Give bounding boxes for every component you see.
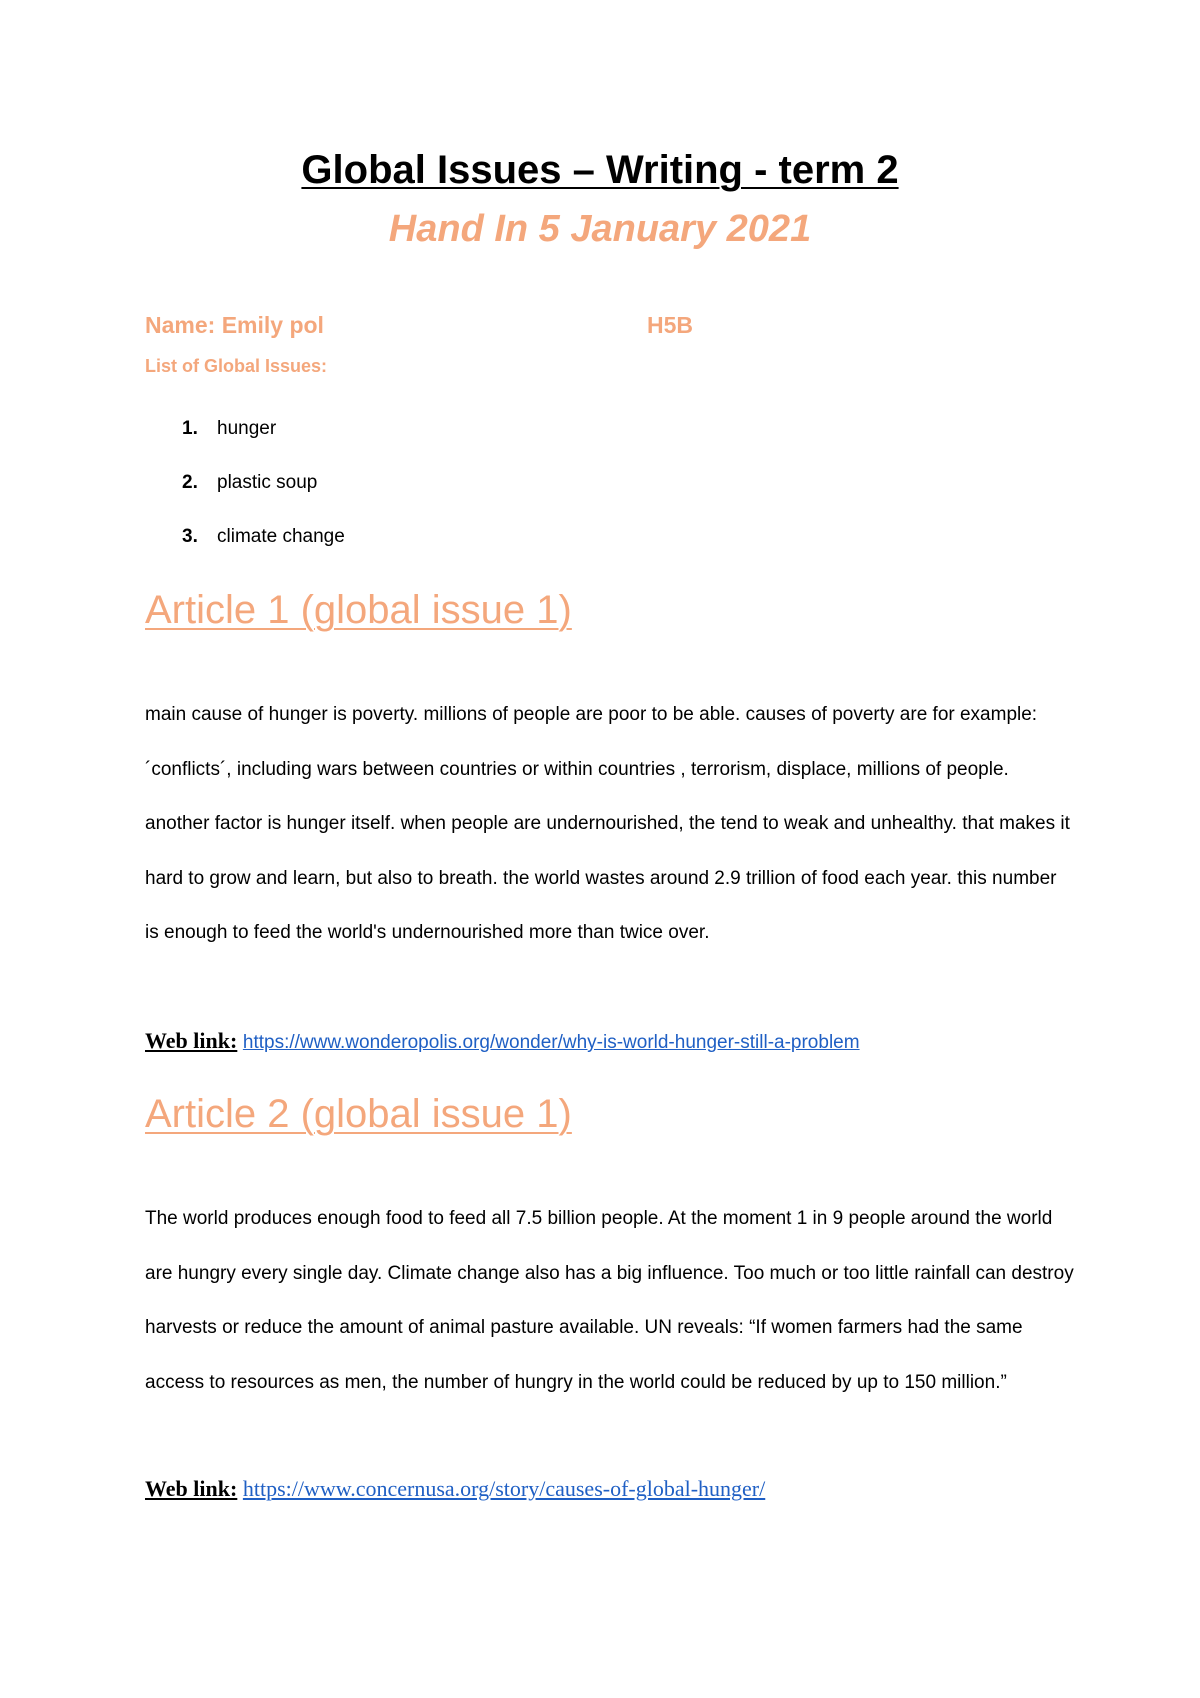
list-item <box>145 472 345 526</box>
list-item-number: 3. <box>182 526 198 547</box>
article-2-link[interactable]: https://www.concernusa.org/story/causes-of-global-hunger/ <box>242 1476 766 1501</box>
list-item <box>145 418 345 472</box>
article-2-heading: Article 2 (global issue 1) <box>145 1092 572 1136</box>
article-2-body: The world produces enough food to feed all 7.5 billion people. At the moment 1 in 9 people around the world are hungry every single day. Climate change also has a big influence. Too much or too little rainfall can destroy harvests or reduce the amount of animal pasture available. UN reveals: “If women farmers had the same access to resources as men, the number of hungry in the world could be reduced by up to 150 million.” <box>145 1208 1074 1393</box>
article-1-weblink <box>145 1028 860 1054</box>
article-2-weblink <box>145 1476 765 1502</box>
list-item-number: 1. <box>182 418 198 439</box>
issue-list <box>145 418 345 580</box>
list-item <box>145 526 345 580</box>
hand-in-date: Hand In 5 January 2021 <box>388 208 812 250</box>
class-code: H5B <box>647 312 694 338</box>
issue-list-heading: List of Global Issues: <box>145 356 328 376</box>
weblink-label: Web link: <box>145 1028 238 1053</box>
list-item-number: 2. <box>182 472 198 493</box>
list-item-label: plastic soup <box>217 472 318 493</box>
list-item-label: hunger <box>217 418 277 439</box>
article-1-body: main cause of hunger is poverty. millions of people are poor to be able. causes of poverty are for example: ´conflicts´, including wars between countries or within countries , terrorism, displace, millions of people. another factor is hunger itself. when people are undernourished, the tend to weak and unhealthy. that makes it hard to grow and learn, but also to breath. the world wastes around 2.9 trillion of food each year. this number is enough to feed the world's undernourished more than twice over. <box>145 704 1070 944</box>
weblink-label: Web link: <box>145 1476 238 1501</box>
article-1-heading: Article 1 (global issue 1) <box>145 588 572 632</box>
document-title: Global Issues – Writing - term 2 <box>301 148 899 192</box>
article-1-link[interactable]: https://www.wonderopolis.org/wonder/why-is-world-hunger-still-a-problem <box>242 1032 860 1053</box>
student-name: Name: Emily pol <box>145 312 324 338</box>
list-item-label: climate change <box>217 526 345 547</box>
